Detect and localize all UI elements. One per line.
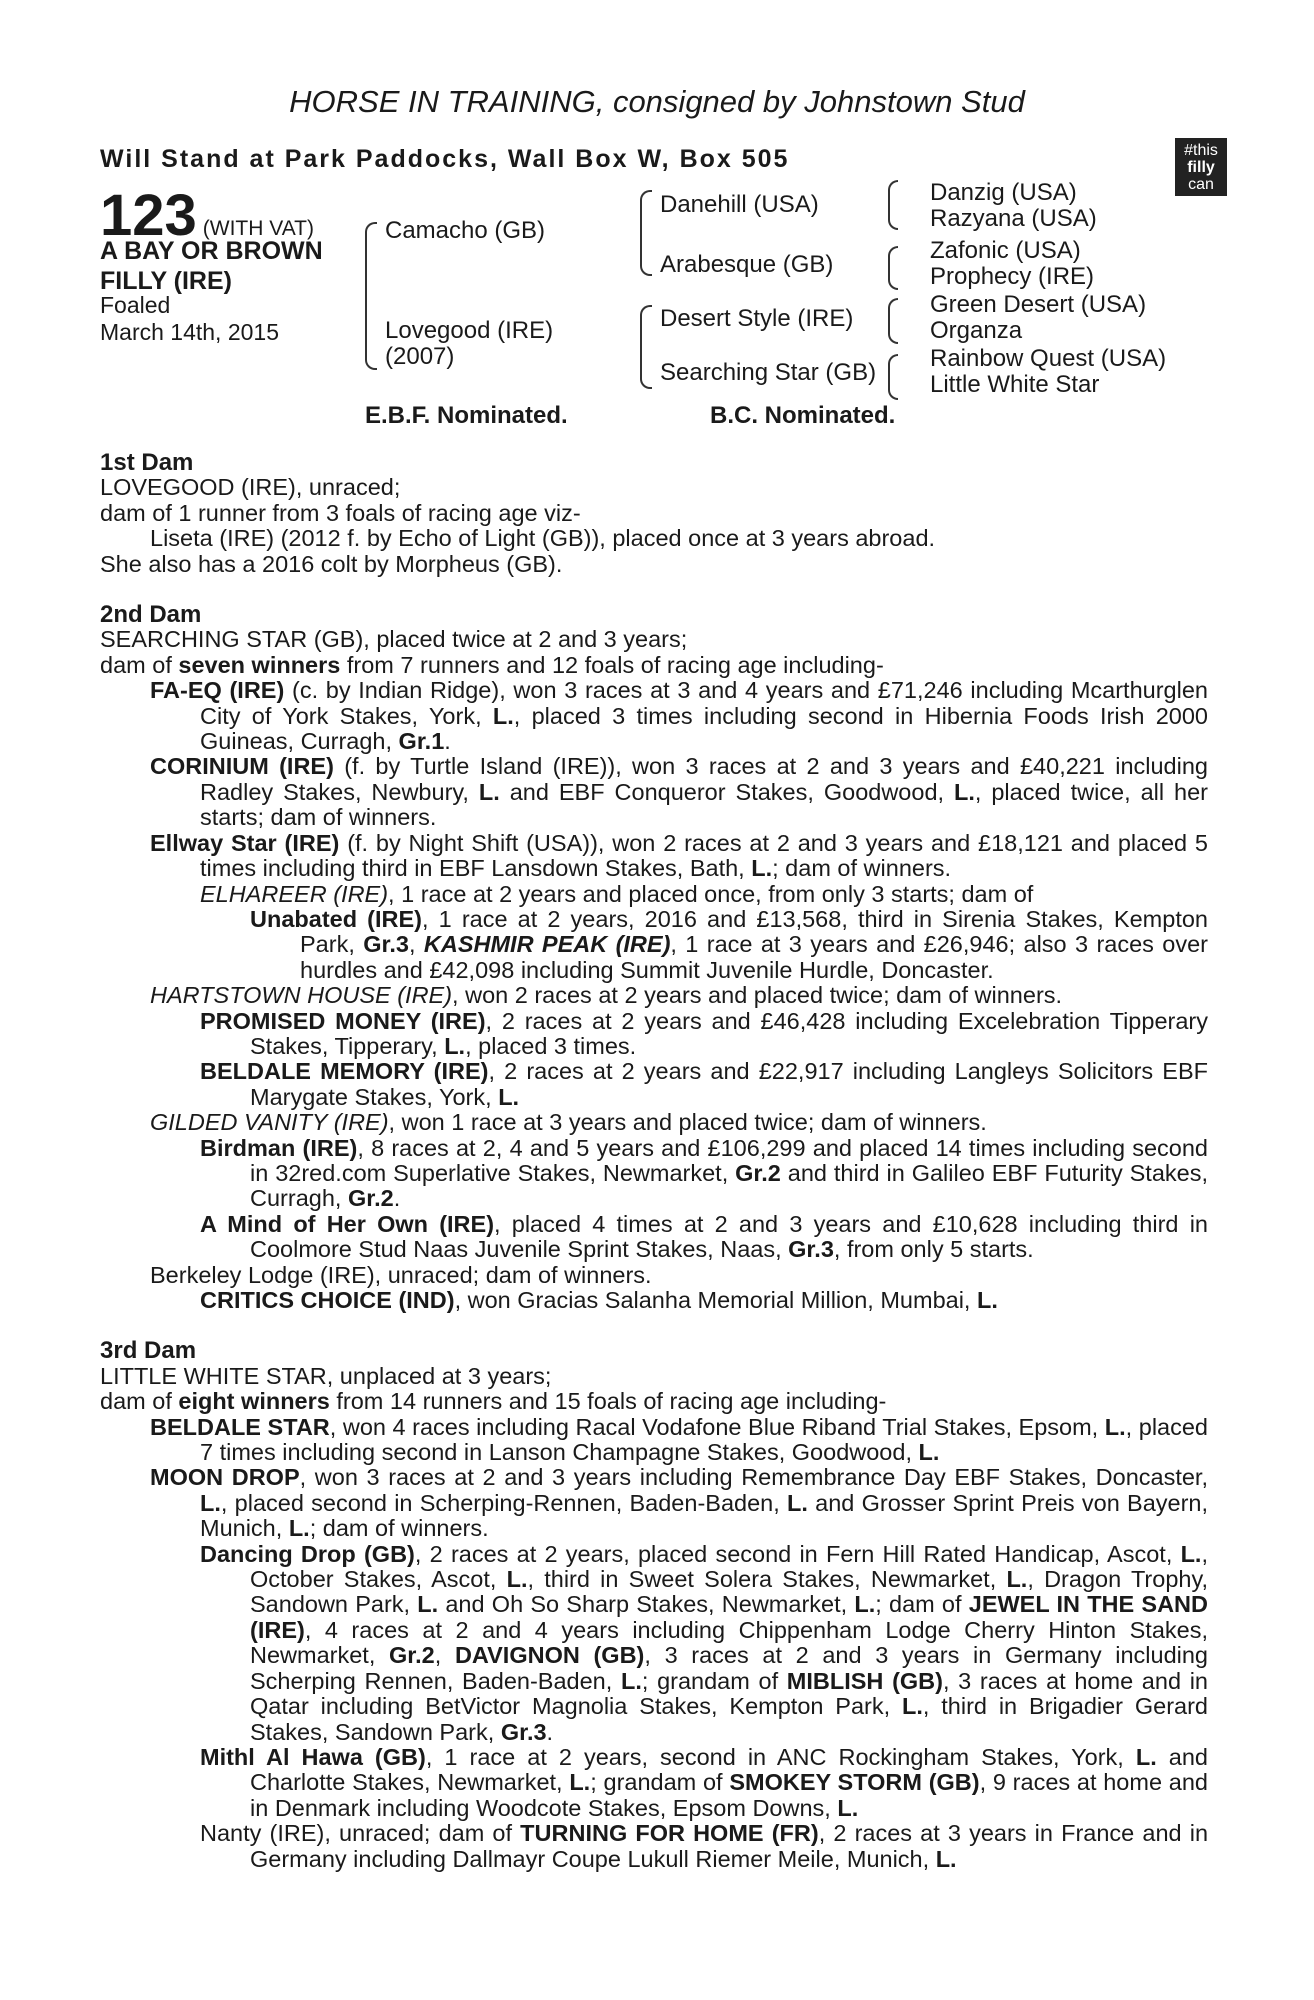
foaled-date: March 14th, 2015 <box>100 319 280 345</box>
bc-nominated: B.C. Nominated. <box>710 402 896 429</box>
second-dam-heading: 2nd Dam <box>100 601 202 629</box>
stand-location: Will Stand at Park Paddocks, Wall Box W, Box 505 <box>100 145 790 173</box>
dam-parents-bracket <box>640 305 652 389</box>
badge-line-2: filly <box>1187 159 1215 176</box>
progeny-entry: ELHAREER (IRE), 1 race at 2 years and placed once, from only 3 starts; dam of <box>200 880 1034 907</box>
progeny-entry: Ellway Star (IRE) (f. by Night Shift (USA)), won 2 races at 2 and 3 years and £18,121 and placed 5 times including third in EBF Lansdown Stakes, Bath, L.; dam of winners. <box>150 829 1208 882</box>
dam-dam: Searching Star (GB) <box>660 359 877 386</box>
sd-sire: Zafonic (USA) <box>930 237 1081 264</box>
first-dam-line: She also has a 2016 colt by Morpheus (GB). <box>100 551 563 577</box>
sire-dam: Arabesque (GB) <box>660 251 834 278</box>
progeny-entry: A Mind of Her Own (IRE), placed 4 times at 2 and 3 years and £10,628 including third in Coolmore Stud Naas Juvenile Sprint Stakes, Naas, Gr.3, from only 5 starts. <box>200 1210 1208 1263</box>
sd-dam: Prophecy (IRE) <box>930 263 1095 290</box>
progeny-entry: PROMISED MONEY (IRE), 2 races at 2 years and £46,428 including Excelebration Tipperary Stakes, Tipperary, L., placed 3 times. <box>200 1007 1208 1059</box>
first-dam-line: LOVEGOOD (IRE), unraced; <box>100 475 401 501</box>
second-dam-line: dam of seven winners from 7 runners and 12 foals of racing age including- <box>100 652 884 678</box>
third-dam-heading: 3rd Dam <box>100 1337 197 1365</box>
progeny-entry: Berkeley Lodge (IRE), unraced; dam of winners. <box>150 1261 652 1288</box>
progeny-entry: CORINIUM (IRE) (f. by Turtle Island (IRE)), won 3 races at 2 and 3 years and £40,221 including Radley Stakes, Newbury, L. and EBF Conqueror Stakes, Goodwood, L., placed twice, all her starts; dam of winners. <box>150 753 1209 831</box>
lot-number: 123 <box>100 183 197 248</box>
ebf-nominated: E.B.F. Nominated. <box>365 402 568 429</box>
sd-bracket <box>888 246 898 290</box>
page-title: HORSE IN TRAINING, consigned by Johnstown Stud <box>289 84 1025 119</box>
sire-parents-bracket <box>640 190 652 276</box>
sire-name: Camacho (GB) <box>385 217 546 244</box>
progeny-entry: FA-EQ (IRE) (c. by Indian Ridge), won 3 races at 3 and 4 years and £71,246 including Mcarthurglen City of York Stakes, York, L., placed 3 times including second in Hibernia Foods Irish 2000 Guineas, Curragh, Gr.1. <box>150 677 1208 755</box>
horse-description <box>100 236 323 296</box>
description-line-1: A BAY OR BROWN <box>100 237 323 265</box>
badge-line-3: can <box>1188 176 1214 193</box>
ss-dam: Razyana (USA) <box>930 205 1097 232</box>
dam-year: (2007) <box>385 343 455 370</box>
first-dam-line: Liseta (IRE) (2012 f. by Echo of Light (GB)), placed once at 3 years abroad. <box>150 526 936 552</box>
dd-bracket <box>888 354 898 400</box>
sire-sire: Danehill (USA) <box>660 191 819 218</box>
progeny-entry: Birdman (IRE), 8 races at 2, 4 and 5 years and £106,299 and placed 14 times including second in 32red.com Superlative Stakes, Newmarket, Gr.2 and third in Galileo EBF Futurity Stakes, Curragh, Gr.2. <box>200 1134 1208 1212</box>
third-dam-line: dam of eight winners from 14 runners and 15 foals of racing age including- <box>100 1389 887 1415</box>
sire-dam-bracket <box>365 222 377 370</box>
ds-bracket <box>888 298 898 344</box>
ds-dam: Organza <box>930 317 1023 344</box>
progeny-entry: Unabated (IRE), 1 race at 2 years, 2016 and £13,568, third in Sirenia Stakes, Kempton Park, Gr.3, KASHMIR PEAK (IRE), 1 race at 3 years and £26,946; also 3 races over hurdles and £42,098 including Summit Juvenile Hurdle, Doncaster. <box>250 905 1208 983</box>
progeny-entry: Mithl Al Hawa (GB), 1 race at 2 years, second in ANC Rockingham Stakes, York, L. and Charlotte Stakes, Newmarket, L.; grandam of SMOKEY STORM (GB), 9 races at home and in Denmark including Woodcote Stakes, Epsom Downs, L. <box>200 1743 1208 1821</box>
progeny-entry: MOON DROP, won 3 races at 2 and 3 years including Remembrance Day EBF Stakes, Doncaster, L., placed second in Scherping-Rennen, Baden-Baden, L. and Grosser Sprint Preis von Bayern, Munich, L.; dam of winners. <box>150 1464 1209 1542</box>
progeny-entry: CRITICS CHOICE (IND), won Gracias Salanha Memorial Million, Mumbai, L. <box>200 1287 998 1313</box>
second-dam-line: SEARCHING STAR (GB), placed twice at 2 and 3 years; <box>100 627 688 653</box>
dd-sire: Rainbow Quest (USA) <box>930 345 1167 372</box>
dam-name: Lovegood (IRE) <box>385 317 554 344</box>
progeny-entry: HARTSTOWN HOUSE (IRE), won 2 races at 2 years and placed twice; dam of winners. <box>150 982 1063 1009</box>
badge-line-1: #this <box>1184 142 1218 159</box>
progeny-entry: Dancing Drop (GB), 2 races at 2 years, placed second in Fern Hill Rated Handicap, Ascot, L., October Stakes, Ascot, L., third in Sweet Solera Stakes, Newmarket, L., Dragon Trophy, Sandown Park, L. and Oh So Sharp Stakes, Newmarket, L.; dam of JEWEL IN THE SAND (IRE), 4 races at 2 and 4 years including Chippenham Lodge Cherry Hinton Stakes, Newmarket, Gr.2, DAVIGNON (GB), 3 races at 2 and 3 years in Germany including Scherping Rennen, Baden-Baden, L.; grandam of MIBLISH (GB), 3 races at home and in Qatar including BetVictor Magnolia Stakes, Kempton Park, L., third in Brigadier Gerard Stakes, Sandown Park, Gr.3. <box>200 1540 1209 1745</box>
vat-note: (WITH VAT) <box>202 217 314 240</box>
dam-sire: Desert Style (IRE) <box>660 305 854 332</box>
progeny-entry: Nanty (IRE), unraced; dam of TURNING FOR HOME (FR), 2 races at 3 years in France and in Germany including Dallmayr Coupe Lukull Riemer Meile, Munich, L. <box>200 1820 1209 1872</box>
foaled-label: Foaled <box>100 292 171 318</box>
catalogue-body <box>100 450 1208 1872</box>
progeny-entry: BELDALE STAR, won 4 races including Racal Vodafone Blue Riband Trial Stakes, Epsom, L., placed 7 times including second in Lanson Champagne Stakes, Goodwood, L. <box>150 1413 1208 1466</box>
ss-bracket <box>888 180 898 230</box>
filly-badge <box>1175 138 1227 196</box>
progeny-entry: BELDALE MEMORY (IRE), 2 races at 2 years and £22,917 including Langleys Solicitors EBF Marygate Stakes, York, L. <box>200 1058 1208 1110</box>
dd-dam: Little White Star <box>930 371 1100 398</box>
description-line-2: FILLY (IRE) <box>100 267 232 295</box>
first-dam-line: dam of 1 runner from 3 foals of racing age viz- <box>100 500 581 526</box>
foaled-info <box>100 292 279 346</box>
first-dam-heading: 1st Dam <box>100 449 194 476</box>
third-dam-line: LITTLE WHITE STAR, unplaced at 3 years; <box>100 1363 552 1389</box>
progeny-entry: GILDED VANITY (IRE), won 1 race at 3 years and placed twice; dam of winners. <box>150 1109 987 1136</box>
ds-sire: Green Desert (USA) <box>930 291 1147 318</box>
ss-sire: Danzig (USA) <box>930 179 1077 206</box>
